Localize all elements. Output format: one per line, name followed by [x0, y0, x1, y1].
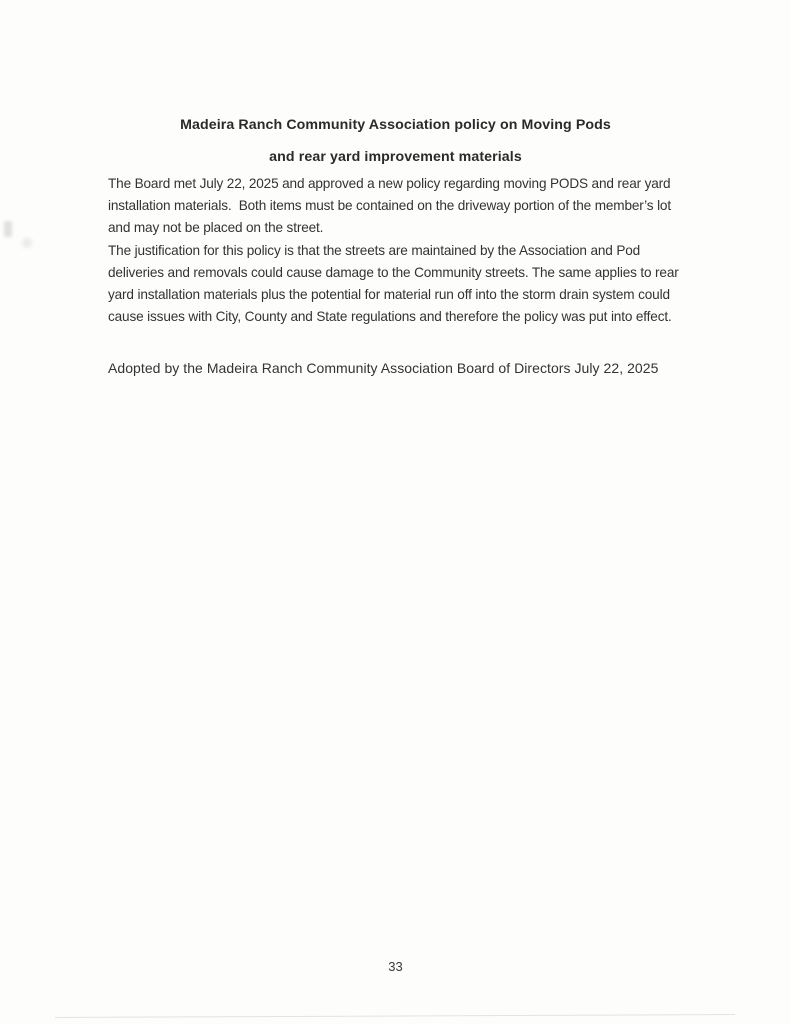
adoption-statement: Adopted by the Madeira Ranch Community Association Board of Directors July 22, 2025 — [108, 360, 659, 376]
body-paragraph-1 — [108, 173, 708, 239]
paragraph-line: yard installation materials plus the potential for material run off into the storm drain system could — [108, 287, 670, 302]
page-number: 33 — [388, 959, 403, 974]
paragraph-line: cause issues with City, County and State regulations and therefore the policy was put into effect. — [108, 309, 672, 324]
scan-artifact-smudge — [22, 238, 32, 248]
paragraph-line: deliveries and removals could cause damage to the Community streets. The same applies to rear — [108, 265, 679, 280]
page-title-line-1: Madeira Ranch Community Association policy on Moving Pods — [180, 117, 611, 133]
paragraph-line: installation materials. Both items must be contained on the driveway portion of the member’s lot — [108, 198, 671, 213]
page-title-line-2: and rear yard improvement materials — [269, 149, 522, 165]
paragraph-line: The Board met July 22, 2025 and approved a new policy regarding moving PODS and rear yard — [108, 176, 671, 191]
body-paragraph-2 — [108, 240, 708, 328]
scan-artifact-smudge — [4, 221, 12, 237]
paragraph-line: and may not be placed on the street. — [108, 220, 324, 235]
scan-artifact-line — [55, 1014, 735, 1018]
paragraph-line: The justification for this policy is that the streets are maintained by the Association and Pod — [108, 243, 641, 258]
